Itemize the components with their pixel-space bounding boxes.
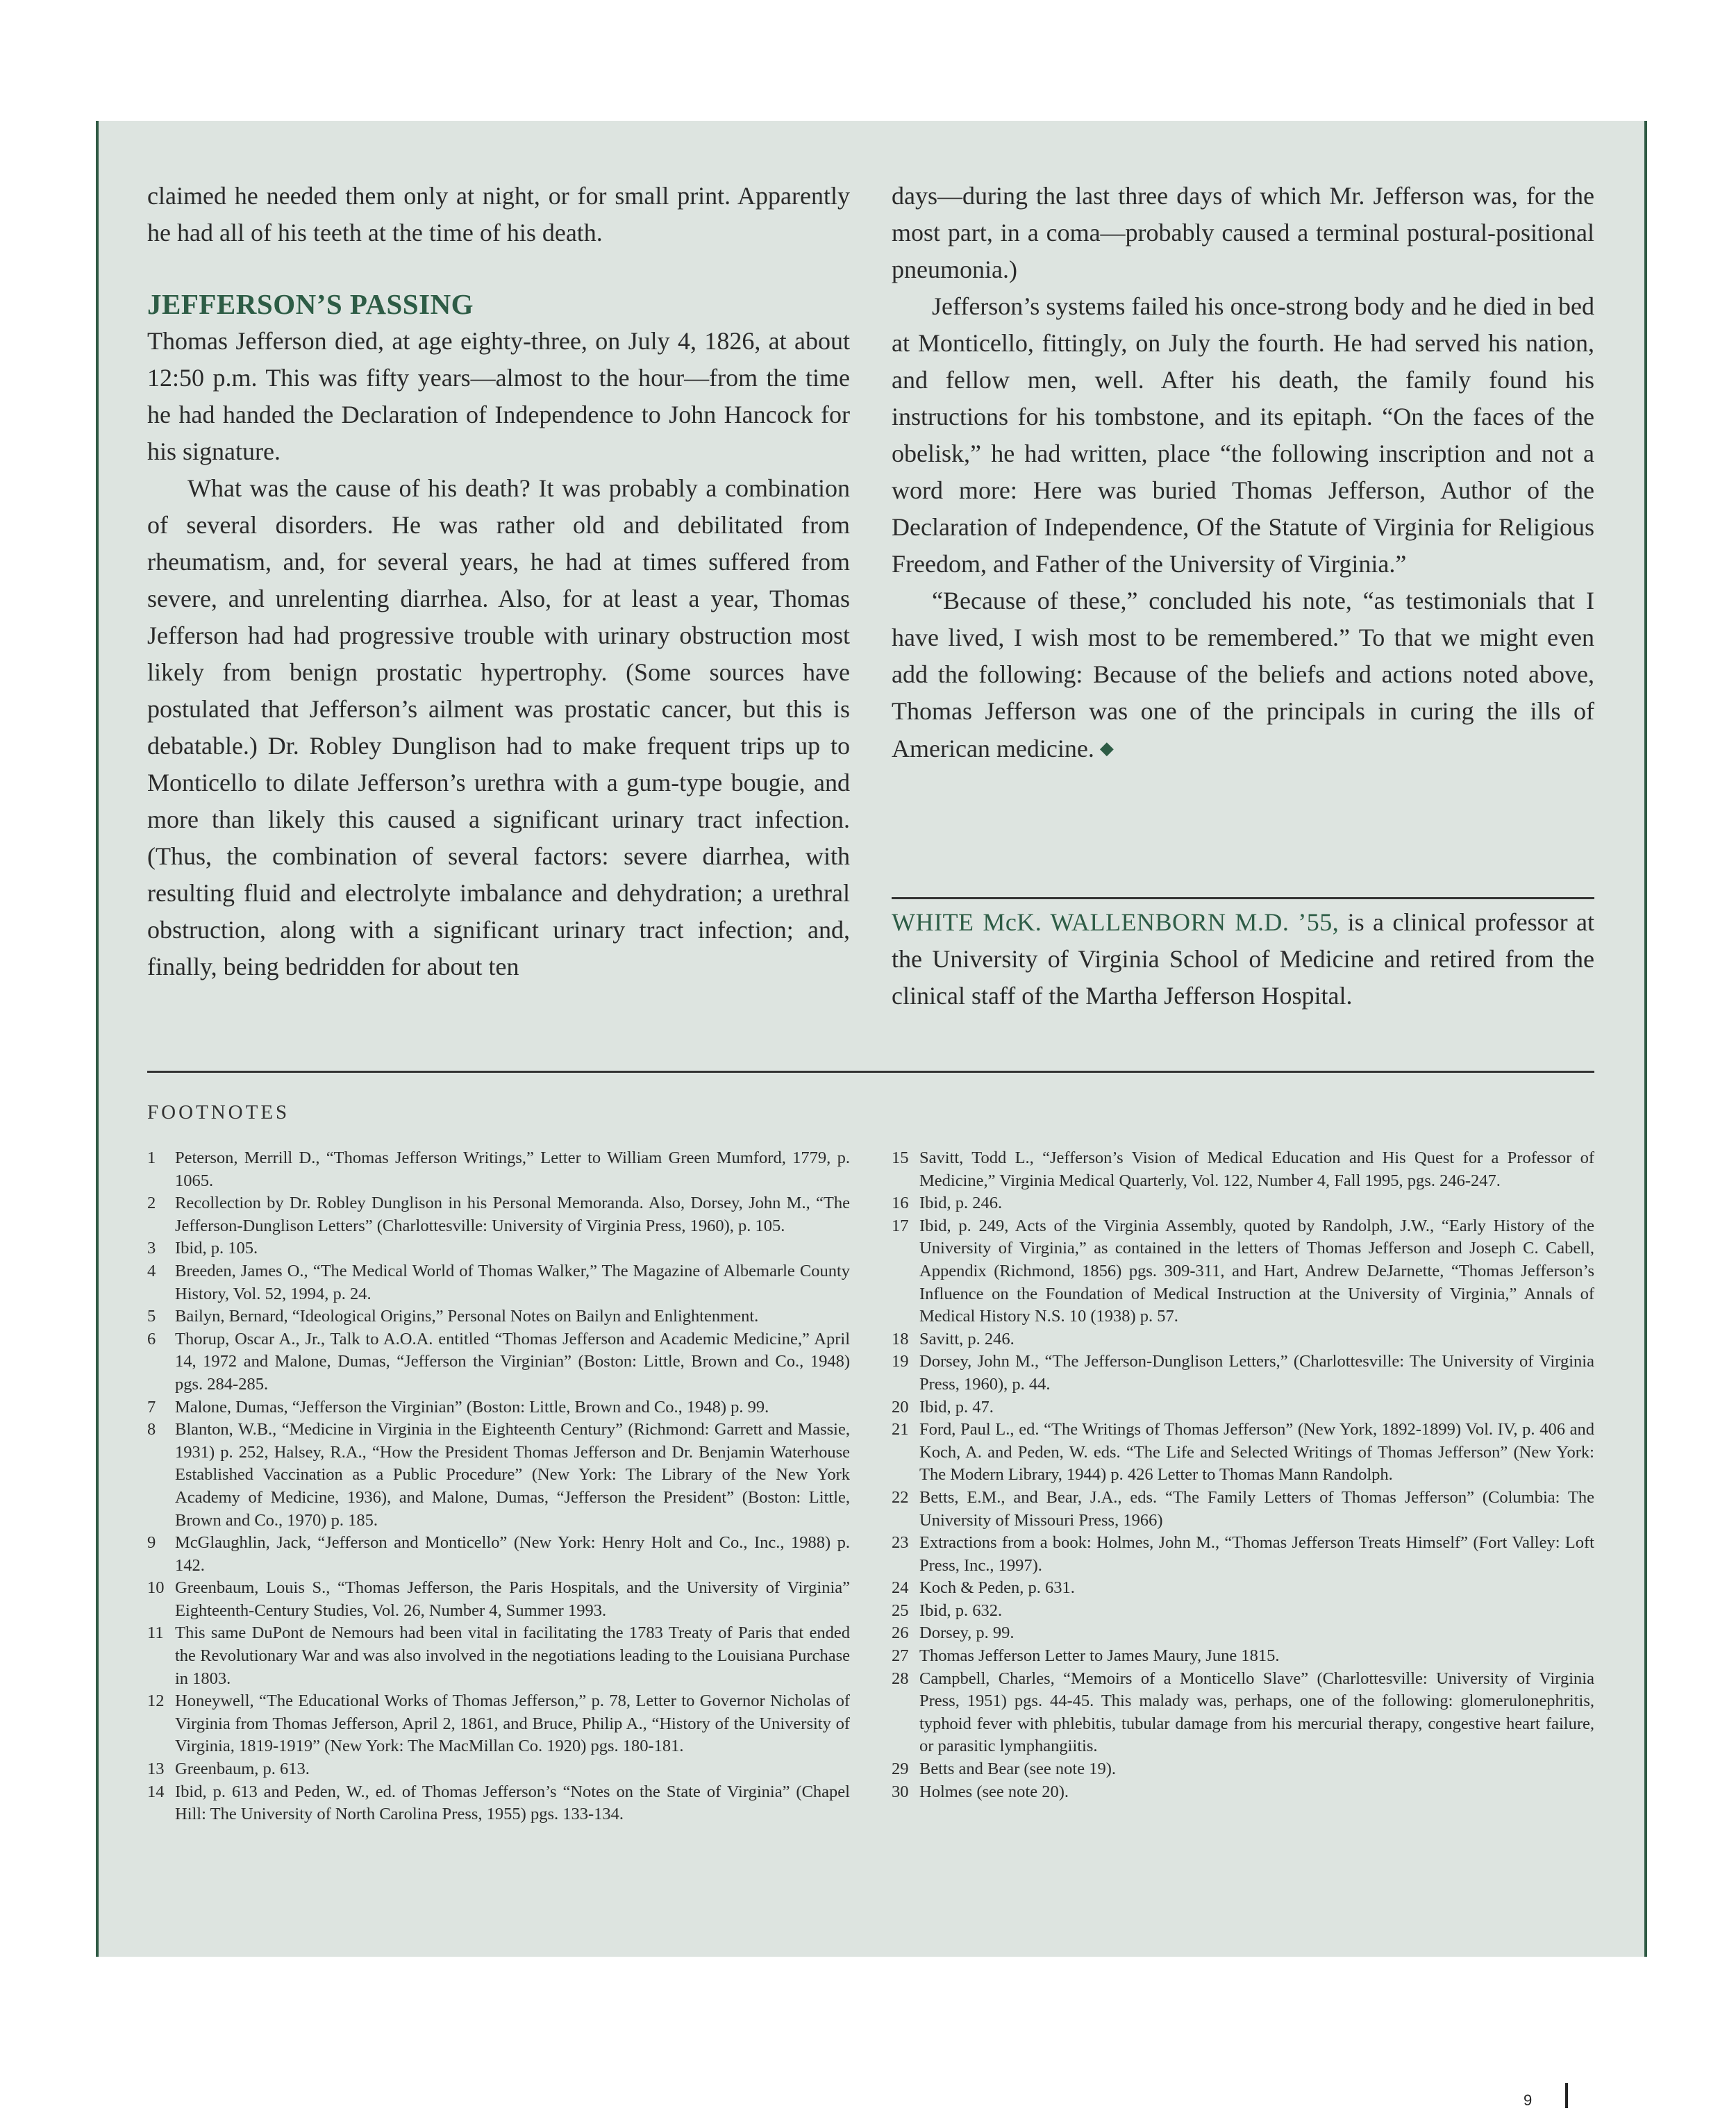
footnotes-divider [147, 1071, 1594, 1073]
end-mark-icon: ◆ [1099, 738, 1114, 758]
footnote-number: 1 [147, 1148, 156, 1167]
footnote-text: Blanton, W.B., “Medicine in Virginia in the Eighteenth Century” (Richmond: Garrett and Massie, 1931) p. 252, Halsey, R.A., “How the President Thomas Jefferson and Dr. Benjamin Waterhouse Established Vaccination as a Public Procedure” (New York: The Library of the New York Academy of Medicine, 1936), and Malone, Dumas, “Jefferson the President” (Boston: Little, Brown and Co., 1970) p. 185. [175, 1420, 850, 1530]
paragraph [892, 583, 1594, 767]
right-column [892, 178, 1594, 767]
footnote [892, 1419, 1594, 1487]
footnote [147, 1577, 850, 1622]
footnote [892, 1758, 1594, 1781]
footnote [892, 1192, 1594, 1215]
footnote-number: 26 [892, 1623, 909, 1643]
footnote [147, 1260, 850, 1305]
footnote-text: Greenbaum, p. 613. [175, 1760, 310, 1779]
page-marker [1565, 2083, 1568, 2108]
author-description: is a clinical professor at the University of Virginia School of Medicine and retired from the clinical staff of the Martha Jefferson Hospital. [892, 908, 1594, 1010]
footnote [147, 1622, 850, 1690]
footnotes-title: FOOTNOTES [147, 1101, 290, 1123]
footnote-text: Extractions from a book: Holmes, John M., “Thomas Jefferson Treats Himself” (Fort Valley: Loft Press, Inc., 1997). [919, 1533, 1594, 1575]
author-name: WHITE McK. WALLENBORN M.D. ’55, [892, 908, 1339, 936]
footnote [147, 1758, 850, 1781]
footnote-number: 5 [147, 1307, 156, 1326]
footnote-number: 27 [892, 1646, 909, 1666]
footnote-number: 8 [147, 1420, 156, 1439]
footnote-number: 2 [147, 1194, 156, 1213]
footnote [892, 1328, 1594, 1351]
footnote-text: Thorup, Oscar A., Jr., Talk to A.O.A. entitled “Thomas Jefferson and Academic Medicine,” April 14, 1972 and Malone, Dumas, “Jefferson the Virginian” (Boston: Little, Brown and Co., 1948) pgs. 284-285. [175, 1329, 850, 1394]
footnote [892, 1645, 1594, 1668]
footnote-text: Dorsey, John M., “The Jefferson-Dunglison Letters,” (Charlottesville: The University of Virginia Press, 1960), p. 44. [919, 1352, 1594, 1394]
footnote [892, 1622, 1594, 1645]
footnote-text: Ibid, p. 613 and Peden, W., ed. of Thomas Jefferson’s “Notes on the State of Virginia” (Chapel Hill: The University of North Carolina Press, 1955) pgs. 133-134. [175, 1782, 850, 1824]
footnote-text: McGlaughlin, Jack, “Jefferson and Monticello” (New York: Henry Holt and Co., Inc., 1988) p. 142. [175, 1533, 850, 1575]
footnotes-right-column [892, 1147, 1594, 1803]
footnote-number: 21 [892, 1420, 909, 1439]
footnote-number: 3 [147, 1239, 156, 1258]
footnote-text: Holmes (see note 20). [919, 1782, 1069, 1801]
footnote [892, 1147, 1594, 1192]
footnote [147, 1419, 850, 1532]
paragraph: days—during the last three days of which Mr. Jefferson was, for the most part, in a coma—probably caused a terminal postural-positional pneumonia.) [892, 182, 1594, 283]
footnote-number: 25 [892, 1601, 909, 1620]
footnote-text: Ibid, p. 105. [175, 1239, 258, 1258]
footnote [892, 1215, 1594, 1328]
footnote-text: Recollection by Dr. Robley Dunglison in his Personal Memoranda. Also, Dorsey, John M., “The Jefferson-Dunglison Letters” (Charlottesville: University of Virginia Press, 1960), p. 105. [175, 1194, 850, 1235]
footnotes-left-column [147, 1147, 850, 1826]
paragraph: claimed he needed them only at night, or for small print. Apparently he had all of his teeth at the time of his death. [147, 182, 850, 247]
footnote-text: Campbell, Charles, “Memoirs of a Monticello Slave” (Charlottesville: University of Virginia Press, 1951) pgs. 44-45. This malady was, perhaps, one of the following: glomerulonephritis, typhoid fever with phlebitis, tubular damage from his mercurial therapy, congestive heart failure, or parasitic lymphangiitis. [919, 1669, 1594, 1756]
footnote-number: 7 [147, 1397, 156, 1417]
footnote [147, 1328, 850, 1396]
footnote [147, 1237, 850, 1260]
footnote [892, 1668, 1594, 1758]
footnote-text: Ibid, p. 632. [919, 1601, 1003, 1620]
footnote-number: 16 [892, 1194, 909, 1213]
footnote-text: Peterson, Merrill D., “Thomas Jefferson Writings,” Letter to William Green Mumford, 1779, p. 1065. [175, 1148, 850, 1190]
footnote-text: Greenbaum, Louis S., “Thomas Jefferson, the Paris Hospitals, and the University of Virginia” Eighteenth-Century Studies, Vol. 26, Number 4, Summer 1993. [175, 1578, 850, 1620]
footnote-text: Thomas Jefferson Letter to James Maury, June 1815. [919, 1646, 1280, 1666]
footnote [147, 1192, 850, 1237]
paragraph: Jefferson’s systems failed his once-strong body and he died in bed at Monticello, fittingly, on July the fourth. He had served his nation, and fellow men, well. After his death, the family found his instructions for his tombstone, and its epitaph. “On the faces of the obelisk,” he had written, place “the following inscription and not a word more: Here was buried Thomas Jefferson, Author of the Declaration of Independence, Of the Statute of Virginia for Religious Freedom, and Father of the University of Virginia.” [892, 292, 1594, 578]
footnote-number: 19 [892, 1352, 909, 1371]
footnote [147, 1305, 850, 1328]
footnote-number: 14 [147, 1782, 165, 1801]
footnote [892, 1396, 1594, 1419]
footnote [147, 1781, 850, 1826]
footnote-number: 29 [892, 1760, 909, 1779]
footnote-text: Breeden, James O., “The Medical World of Thomas Walker,” The Magazine of Albemarle County History, Vol. 52, 1994, p. 24. [175, 1261, 850, 1303]
footnote [892, 1781, 1594, 1804]
footnote-number: 30 [892, 1782, 909, 1801]
footnote-text: Betts and Bear (see note 19). [919, 1760, 1117, 1779]
footnote-number: 4 [147, 1261, 156, 1280]
footnote [147, 1147, 850, 1192]
footnote-text: Koch & Peden, p. 631. [919, 1578, 1075, 1598]
footnote-text: Ford, Paul L., ed. “The Writings of Thomas Jefferson” (New York, 1892-1899) Vol. IV, p. 406 and Koch, A. and Peden, W. eds. “The Life and Selected Writings of Thomas Jefferson” (New York: The Modern Library, 1944) p. 426 Letter to Thomas Mann Randolph. [919, 1420, 1594, 1485]
footnote-number: 28 [892, 1669, 909, 1688]
footnote-number: 20 [892, 1397, 909, 1417]
footnote-number: 13 [147, 1760, 165, 1779]
paragraph: What was the cause of his death? It was probably a combination of several disorders. He was rather old and debilitated from rheumatism, and, for several years, he had at times suffered from severe, and unrelenting diarrhea. Also, for at least a year, Thomas Jefferson had had progressive trouble with urinary obstruction most likely from benign prostatic hypertrophy. (Some sources have postulated that Jefferson’s ailment was prostatic cancer, but this is debatable.) Dr. Robley Dunglison had to make frequent trips up to Monticello to dilate Jefferson’s urethra with a gum-type bougie, and more than likely this caused a significant urinary tract infection. (Thus, the combination of several factors: severe diarrhea, with resulting fluid and electrolyte imbalance and dehydration; a urethral obstruction, along with a significant urinary tract infection; and, finally, being bedridden for about ten [147, 474, 850, 980]
footnote-text: Bailyn, Bernard, “Ideological Origins,” Personal Notes on Bailyn and Enlightenment. [175, 1307, 759, 1326]
footnote-number: 12 [147, 1691, 165, 1711]
footnote-number: 22 [892, 1487, 909, 1507]
footnote [892, 1487, 1594, 1532]
footnote [147, 1396, 850, 1419]
footnote-number: 24 [892, 1578, 909, 1598]
footnote-number: 15 [892, 1148, 909, 1167]
author-divider [892, 897, 1594, 899]
paragraph-text: “Because of these,” concluded his note, “as testimonials that I have lived, I wish most to be remembered.” To that we might even add the following: Because of the beliefs and actions noted above, Thomas Jefferson was one of the principals in curing the ills of American medicine. [892, 587, 1594, 762]
footnote-text: This same DuPont de Nemours had been vital in facilitating the 1783 Treaty of Paris that ended the Revolutionary War and was also involved in the negotiations leading to the Louisiana Purchase in 1803. [175, 1623, 850, 1688]
footnote-text: Ibid, p. 246. [919, 1194, 1003, 1213]
footnote-number: 23 [892, 1533, 909, 1553]
section-heading: JEFFERSON’S PASSING [147, 288, 474, 320]
footnote-number: 6 [147, 1329, 156, 1348]
footnote [892, 1532, 1594, 1577]
footnote-text: Malone, Dumas, “Jefferson the Virginian” (Boston: Little, Brown and Co., 1948) p. 99. [175, 1397, 769, 1417]
footnote-number: 18 [892, 1329, 909, 1348]
footnote [892, 1600, 1594, 1623]
footnote-number: 9 [147, 1533, 156, 1553]
page-number: 9 [1524, 2091, 1533, 2109]
footnote [892, 1351, 1594, 1396]
footnote-text: Savitt, Todd L., “Jefferson’s Vision of Medical Education and His Quest for a Professor of Medicine,” Virginia Medical Quarterly, Vol. 122, Number 4, Fall 1995, pgs. 246-247. [919, 1148, 1594, 1190]
footnote-text: Dorsey, p. 99. [919, 1623, 1015, 1643]
footnote [892, 1577, 1594, 1600]
footnote-number: 10 [147, 1578, 165, 1598]
left-column [147, 178, 850, 985]
footnote-text: Ibid, p. 47. [919, 1397, 994, 1417]
footnote-text: Betts, E.M., and Bear, J.A., eds. “The Family Letters of Thomas Jefferson” (Columbia: The University of Missouri Press, 1966) [919, 1487, 1594, 1530]
footnote-text: Ibid, p. 249, Acts of the Virginia Assembly, quoted by Randolph, J.W., “Early History of the University of Virginia,” as contained in the letters of Thomas Jefferson and Joseph C. Cabell, Appendix (Richmond, 1856) pgs. 309-311, and Hart, Andrew DeJarnette, “Thomas Jefferson’s Influence on the Foundation of Medical Instruction at the University of Virginia,” Annals of Medical History N.S. 10 (1938) p. 57. [919, 1216, 1594, 1326]
footnote [147, 1532, 850, 1577]
footnote [147, 1690, 850, 1758]
paragraph: Thomas Jefferson died, at age eighty-three, on July 4, 1826, at about 12:50 p.m. This was fifty years—almost to the hour—from the time he had handed the Declaration of Independence to John Hancock for his signature. [147, 327, 850, 465]
footnote-number: 11 [147, 1623, 164, 1643]
footnote-text: Savitt, p. 246. [919, 1329, 1015, 1348]
footnote-number: 17 [892, 1216, 909, 1235]
author-bio [892, 904, 1594, 1014]
footnote-text: Honeywell, “The Educational Works of Thomas Jefferson,” p. 78, Letter to Governor Nicholas of Virginia from Thomas Jefferson, April 2, 1861, and Bruce, Philip A., “History of the University of Virginia, 1819-1919” (New York: The MacMillan Co. 1920) pgs. 180-181. [175, 1691, 850, 1756]
